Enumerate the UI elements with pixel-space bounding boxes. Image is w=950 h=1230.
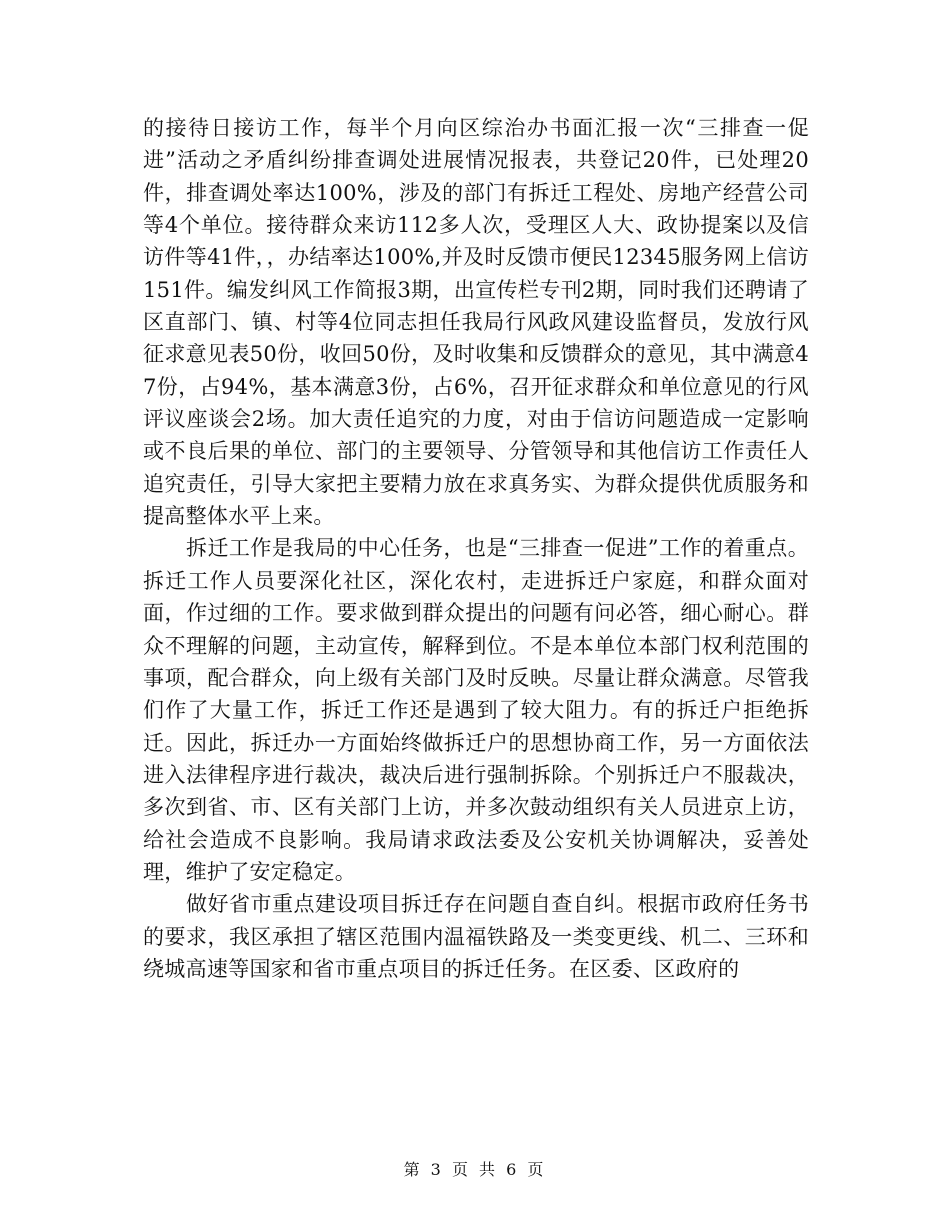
paragraph-demolition-work: 拆迁工作是我局的中心任务，也是“三排查一促进”工作的着重点。拆迁工作人员要深化社区，深化农村，走进拆迁户家庭，和群众面对面，作过细的工作。要求做到群众提出的问题有问必答，细心耐心。群众不理解的问题，主动宣传，解释到位。不是本单位本部门权利范围的事项，配合群众，向上级有关部门及时反映。尽量让群众满意。尽管我们作了大量工作，拆迁工作还是遇到了较大阻力。有的拆迁户拒绝拆迁。因此，拆迁办一方面始终做拆迁户的思想协商工作，另一方面依法进入法律程序进行裁决，裁决后进行强制拆除。个别拆迁户不服裁决，多次到省、市、区有关部门上访，并多次鼓动组织有关人员进京上访，给社会造成不良影响。我局请求政法委及公安机关协调解决，妥善处理，维护了安定稳定。 — [143, 536, 809, 884]
paragraph-key-projects: 做好省市重点建设项目拆迁存在问题自查自纠。根据市政府任务书的要求，我区承担了辖区范围内温福铁路及一类变更线、机二、三环和绕城高速等国家和省市重点项目的拆迁任务。在区委、区政府的 — [143, 892, 809, 981]
page-number-footer: 第 3 页 共 6 页 — [403, 1160, 547, 1179]
paragraph-petition-work: 的接待日接访工作，每半个月向区综治办书面汇报一次“三排查一促进”活动之矛盾纠纷排查调处进展情况报表，共登记20件，已处理20件，排查调处率达100%，涉及的部门有拆迁工程处、房地产经营公司等4个单位。接待群众来访112多人次，受理区人大、政协提案以及信访件等41件，，办结率达100%,并及时反馈市便民12345服务网上信访151件。编发纠风工作简报3期，出宣传栏专刊2期，同时我们还聘请了区直部门、镇、村等4位同志担任我局行风政风建设监督员，发放行风征求意见表50份，收回50份，及时收集和反馈群众的意见，其中满意47份，占94%，基本满意3份，占6%，召开征求群众和单位意见的行风评议座谈会2场。加大责任追究的力度，对由于信访问题造成一定影响或不良后果的单位、部门的主要领导、分管领导和其他信访工作责任人追究责任，引导大家把主要精力放在求真务实、为群众提供优质服务和提高整体水平上来。 — [143, 116, 809, 529]
document-body — [143, 112, 809, 985]
